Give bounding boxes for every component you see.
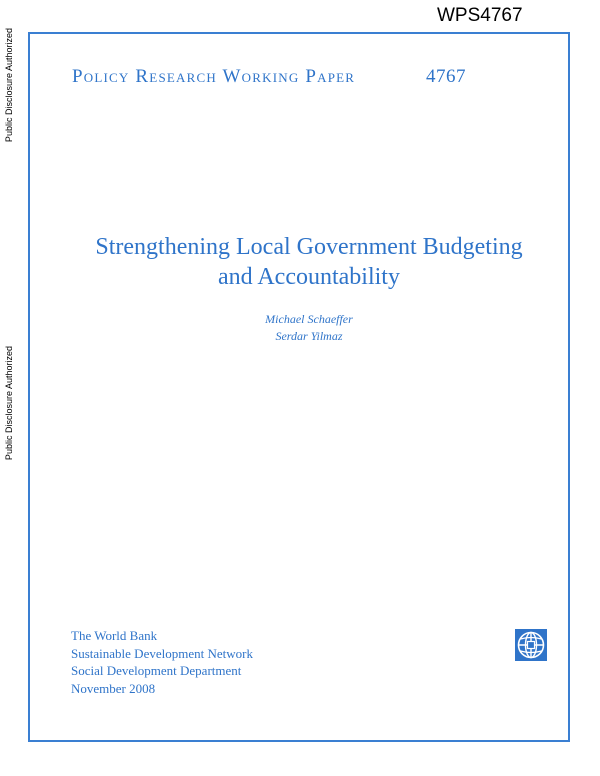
author-name: Serdar Yilmaz (275, 329, 343, 343)
publisher-org: The World Bank (71, 628, 158, 643)
paper-title-line-2: and Accountability (218, 264, 400, 290)
publisher-block (71, 627, 253, 697)
publisher-network: Sustainable Development Network (71, 645, 253, 661)
author-list (30, 311, 588, 345)
publisher-department: Social Development Department (71, 663, 242, 678)
author-name: Michael Schaeffer (265, 312, 353, 326)
disclosure-note-middle: Public Disclosure Authorized (4, 346, 14, 461)
disclosure-note-top: Public Disclosure Authorized (4, 28, 14, 143)
document-id: WPS4767 (437, 5, 523, 26)
publication-date: November 2008 (71, 680, 156, 696)
series-label: Policy Research Working Paper (72, 66, 356, 87)
paper-title (30, 232, 588, 292)
paper-title-line-1: Strengthening Local Government Budgeting (95, 234, 523, 260)
world-bank-logo-icon (515, 629, 547, 661)
series-number: 4767 (426, 66, 466, 87)
